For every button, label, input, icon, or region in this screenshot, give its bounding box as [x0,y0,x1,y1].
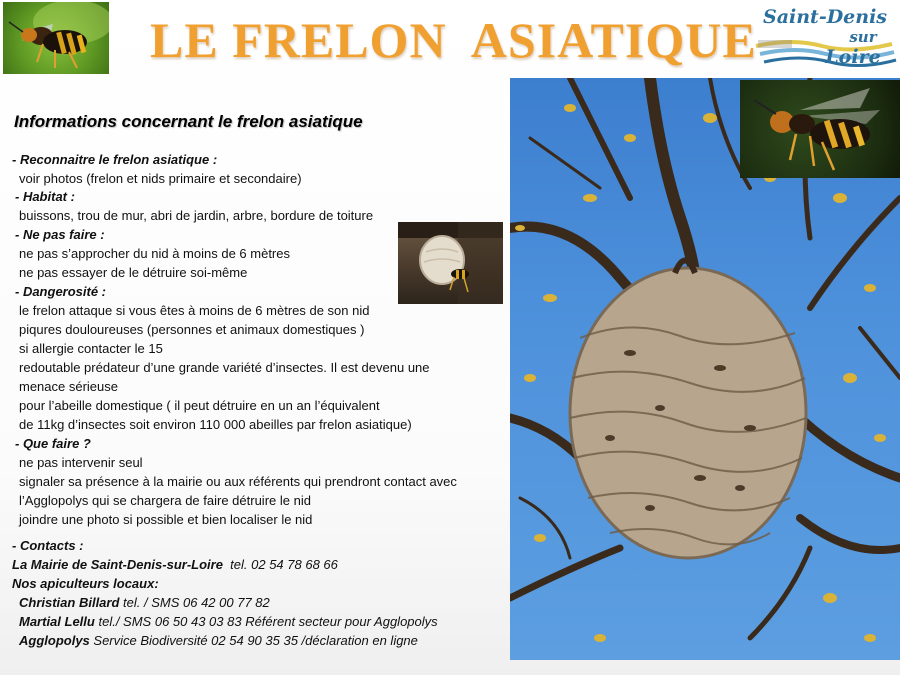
contact-mairie-name: La Mairie de Saint-Denis-sur-Loire [12,557,223,572]
text-line: voir photos (frelon et nids primaire et secondaire) [19,171,302,186]
logo-text-line1: Saint-Denis [762,6,888,28]
contact-person-name: Agglopolys [19,633,90,648]
text-line: ne pas essayer de le détruire soi-même [19,265,248,280]
section-label-habitat: - Habitat : [15,189,75,204]
logo-text-line2: sur [849,28,877,46]
contact-person-name: Christian Billard [19,595,120,610]
section-label-recognize: - Reconnaitre le frelon asiatique : [12,152,218,167]
text-line: signaler sa présence à la mairie ou aux référents qui prendront contact avec [19,474,457,489]
beekeepers-label: Nos apiculteurs locaux: [12,576,159,591]
contact-person-detail: Service Biodiversité 02 54 90 35 35 /déclaration en ligne [93,633,418,648]
contact-mairie [12,556,338,574]
text-line: buissons, trou de mur, abri de jardin, arbre, bordure de toiture [19,208,374,223]
page-title: LE FRELON ASIATIQUE [150,12,757,68]
saint-denis-logo [752,2,898,76]
contact-person [19,594,270,612]
text-line: piqures douloureuses (personnes et animaux domestiques ) [19,322,365,337]
hornet-photo [3,2,109,74]
section-label-todo: - Que faire ? [15,436,91,451]
contact-person [19,613,438,631]
text-line: si allergie contacter le 15 [19,341,163,356]
text-line: l’Agglopolys qui se chargera de faire détruire le nid [19,493,311,508]
text-line: le frelon attaque si vous êtes à moins de 6 mètres de son nid [19,303,370,318]
contact-person-detail: tel. / SMS 06 42 00 77 82 [123,595,270,610]
contact-person-detail: tel./ SMS 06 50 43 03 83 Référent secteur pour Agglopolys [98,614,438,629]
text-line: ne pas s’approcher du nid à moins de 6 mètres [19,246,290,261]
text-line: de 11kg d’insectes soit environ 110 000 abeilles par frelon asiatique) [19,417,412,432]
section-label-contacts: - Contacts : [12,538,84,553]
text-line: menace sérieuse [19,379,118,394]
contact-person [19,632,418,650]
logo-text-line3: Loire [825,46,881,68]
contact-person-name: Martial Lellu [19,614,95,629]
section-label-danger: - Dangerosité : [15,284,107,299]
text-line: joindre une photo si possible et bien localiser le nid [19,512,313,527]
hornet-closeup-photo [740,80,900,178]
info-heading: Informations concernant le frelon asiatique [14,112,363,131]
primary-nest-photo [398,222,503,304]
text-line: ne pas intervenir seul [19,455,143,470]
text-line: pour l’abeille domestique ( il peut détruire en un an l’équivalent [19,398,380,413]
text-line: redoutable prédateur d’une grande variété d’insectes. Il est devenu une [19,360,430,375]
section-label-dont: - Ne pas faire : [15,227,105,242]
contact-mairie-tel: tel. 02 54 78 68 66 [230,557,338,572]
